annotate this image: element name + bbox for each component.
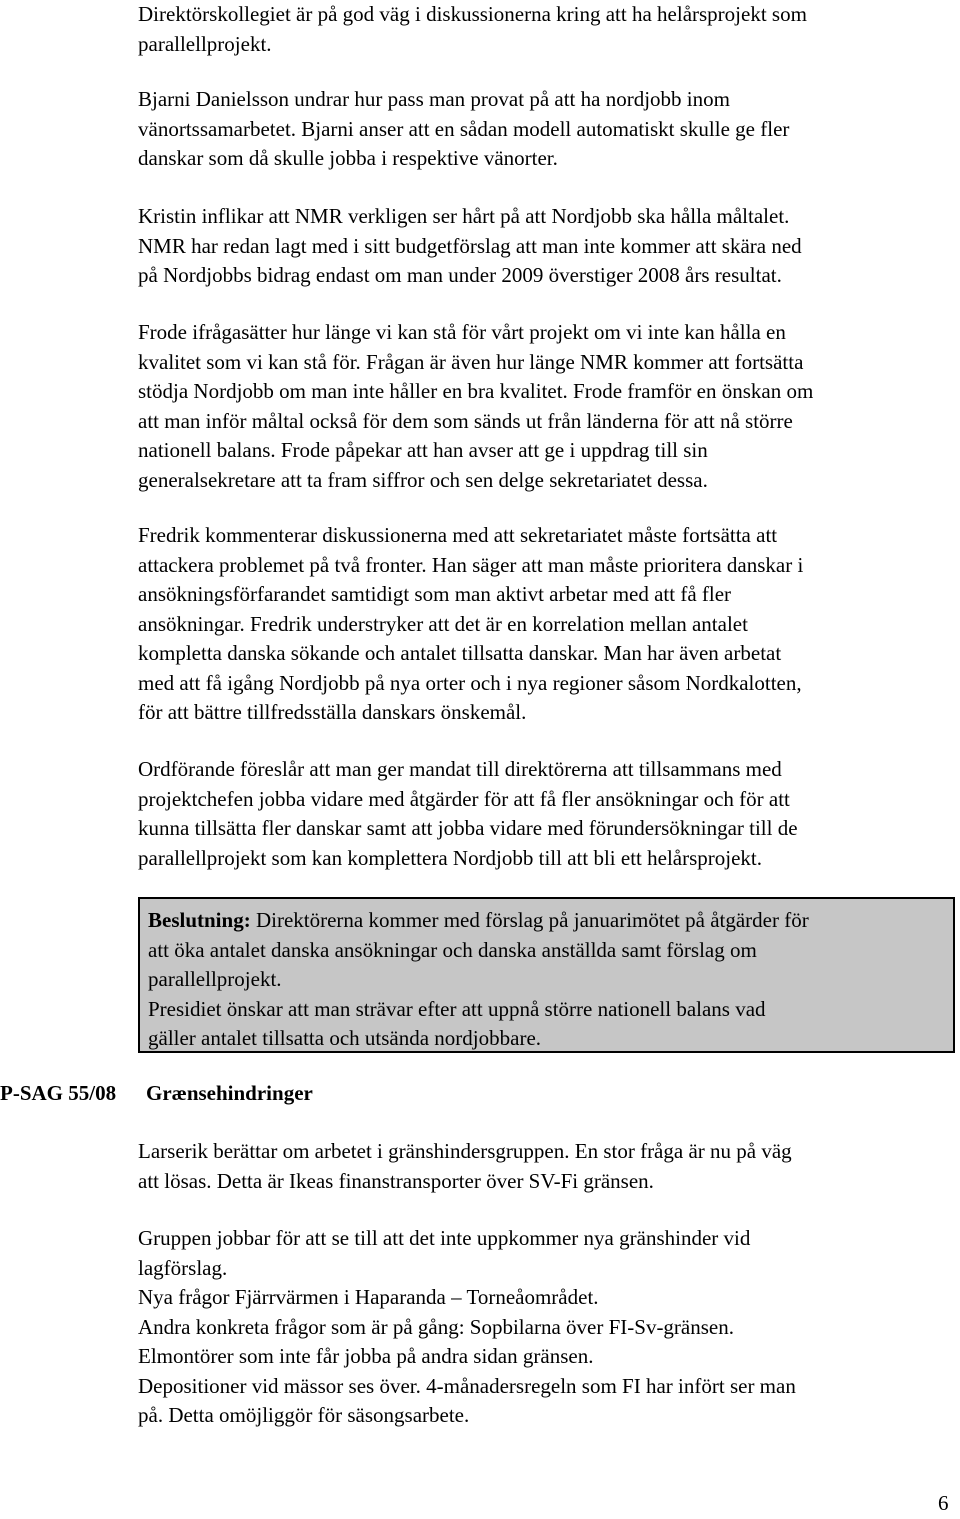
- text-line: vänortssamarbetet. Bjarni anser att en sådan modell automatiskt skulle ge fler: [138, 116, 790, 141]
- text-line: projektchefen jobba vidare med åtgärder för att få fler ansökningar och för att: [138, 786, 790, 811]
- page-number: 6: [938, 1491, 949, 1515]
- text-line: Gruppen jobbar för att se till att det inte uppkommer nya gränshinder vid: [138, 1226, 751, 1250]
- text-line: ansökningsförfarandet samtidigt som man aktivt arbetar med att få fler: [138, 582, 732, 606]
- text-line: danskar som då skulle jobba i respektive vänorter.: [138, 146, 558, 170]
- paragraph-fredrik: [138, 521, 953, 728]
- paragraph-ordforande: [138, 755, 953, 873]
- text-line: Elmontörer som inte får jobba på andra sidan gränsen.: [138, 1344, 594, 1368]
- decision-label: Beslutning:: [148, 908, 251, 932]
- text-line: parallellprojekt.: [138, 31, 272, 56]
- text-line: lagförslag.: [138, 1255, 228, 1280]
- text-line: nationell balans. Frode påpekar att han avser att ge i uppdrag till sin: [138, 438, 708, 462]
- text-line: på. Detta omöjliggör för säsongsarbete.: [138, 1403, 470, 1427]
- text-line: Depositioner vid mässor ses över. 4-månadersregeln som FI har infört ser man: [138, 1373, 796, 1398]
- text-line: stödja Nordjobb om man inte håller en bra kvalitet. Frode framför en önskan om: [138, 379, 814, 403]
- text-line: kunna tillsätta fler danskar samt att jobba vidare med förundersökningar till de: [138, 816, 798, 840]
- text-line: Bjarni Danielsson undrar hur pass man provat på att ha nordjobb inom: [138, 87, 730, 111]
- text-line: Kristin inflikar att NMR verkligen ser hårt på att Nordjobb ska hålla måltalet.: [138, 204, 790, 228]
- text-line: med att få igång Nordjobb på nya orter och i nya regioner såsom Nordkalotten,: [138, 670, 802, 695]
- paragraph-kristin: [138, 202, 953, 291]
- decision-line: att öka antalet danska ansökningar och danska anställda samt förslag om: [148, 937, 757, 962]
- text-line: Ordförande föreslår att man ger mandat till direktörerna att tillsammans med: [138, 757, 782, 781]
- paragraph-gruppen: [138, 1224, 953, 1431]
- paragraph-larserik: [138, 1137, 953, 1196]
- decision-line: gäller antalet tillsatta och utsända nordjobbare.: [148, 1026, 542, 1050]
- decision-first-line: [148, 906, 953, 936]
- paragraph-direktorskollegiet: [138, 0, 953, 59]
- text-line: parallellprojekt som kan komplettera Nordjobb till att bli ett helårsprojekt.: [138, 845, 763, 870]
- text-line: kompletta danska sökande och antalet tillsatta danskar. Man har även arbetat: [138, 641, 782, 665]
- decision-text: Direktörerna kommer med förslag på januarimötet på åtgärder för: [250, 908, 809, 932]
- text-line: attackera problemet på två fronter. Han säger att man måste prioritera danskar i: [138, 552, 804, 577]
- text-line: Andra konkreta frågor som är på gång: Sopbilarna över FI-Sv-gränsen.: [138, 1314, 734, 1339]
- decision-box: [138, 897, 955, 1053]
- text-line: NMR har redan lagt med i sitt budgetförslag att man inte kommer att skära ned: [138, 233, 802, 258]
- text-line: Direktörskollegiet är på god väg i diskussionerna kring att ha helårsprojekt som: [138, 2, 807, 26]
- text-line: Nya frågor Fjärrvärmen i Haparanda – Torneåområdet.: [138, 1285, 599, 1309]
- decision-line: Presidiet önskar att man strävar efter att uppnå större nationell balans vad: [148, 996, 766, 1021]
- section-number: P-SAG 55/08: [0, 1081, 117, 1105]
- paragraph-frode: [138, 318, 953, 495]
- text-line: för att bättre tillfredsställa danskars önskemål.: [138, 700, 527, 724]
- decision-line: parallellprojekt.: [148, 967, 282, 991]
- text-line: Fredrik kommenterar diskussionerna med att sekretariatet måste fortsätta att: [138, 523, 778, 547]
- text-line: Frode ifrågasätter hur länge vi kan stå för vårt projekt om vi inte kan hålla en: [138, 320, 786, 344]
- text-line: att man inför måltal också för dem som sänds ut från länderna för att nå större: [138, 408, 793, 433]
- text-line: kvalitet som vi kan stå för. Frågan är även hur länge NMR kommer att fortsätta: [138, 349, 804, 374]
- text-line: på Nordjobbs bidrag endast om man under 2009 överstiger 2008 års resultat.: [138, 263, 782, 287]
- paragraph-bjarni: [138, 85, 953, 174]
- text-line: att lösas. Detta är Ikeas finanstransporter över SV-Fi gränsen.: [138, 1168, 654, 1193]
- text-line: Larserik berättar om arbetet i gränshindersgruppen. En stor fråga är nu på väg: [138, 1139, 792, 1163]
- section-title: Grænsehindringer: [146, 1081, 313, 1105]
- text-line: ansökningar. Fredrik understryker att det är en korrelation mellan antalet: [138, 611, 748, 636]
- text-line: generalsekretare att ta fram siffror och sen delge sekretariatet dessa.: [138, 467, 708, 492]
